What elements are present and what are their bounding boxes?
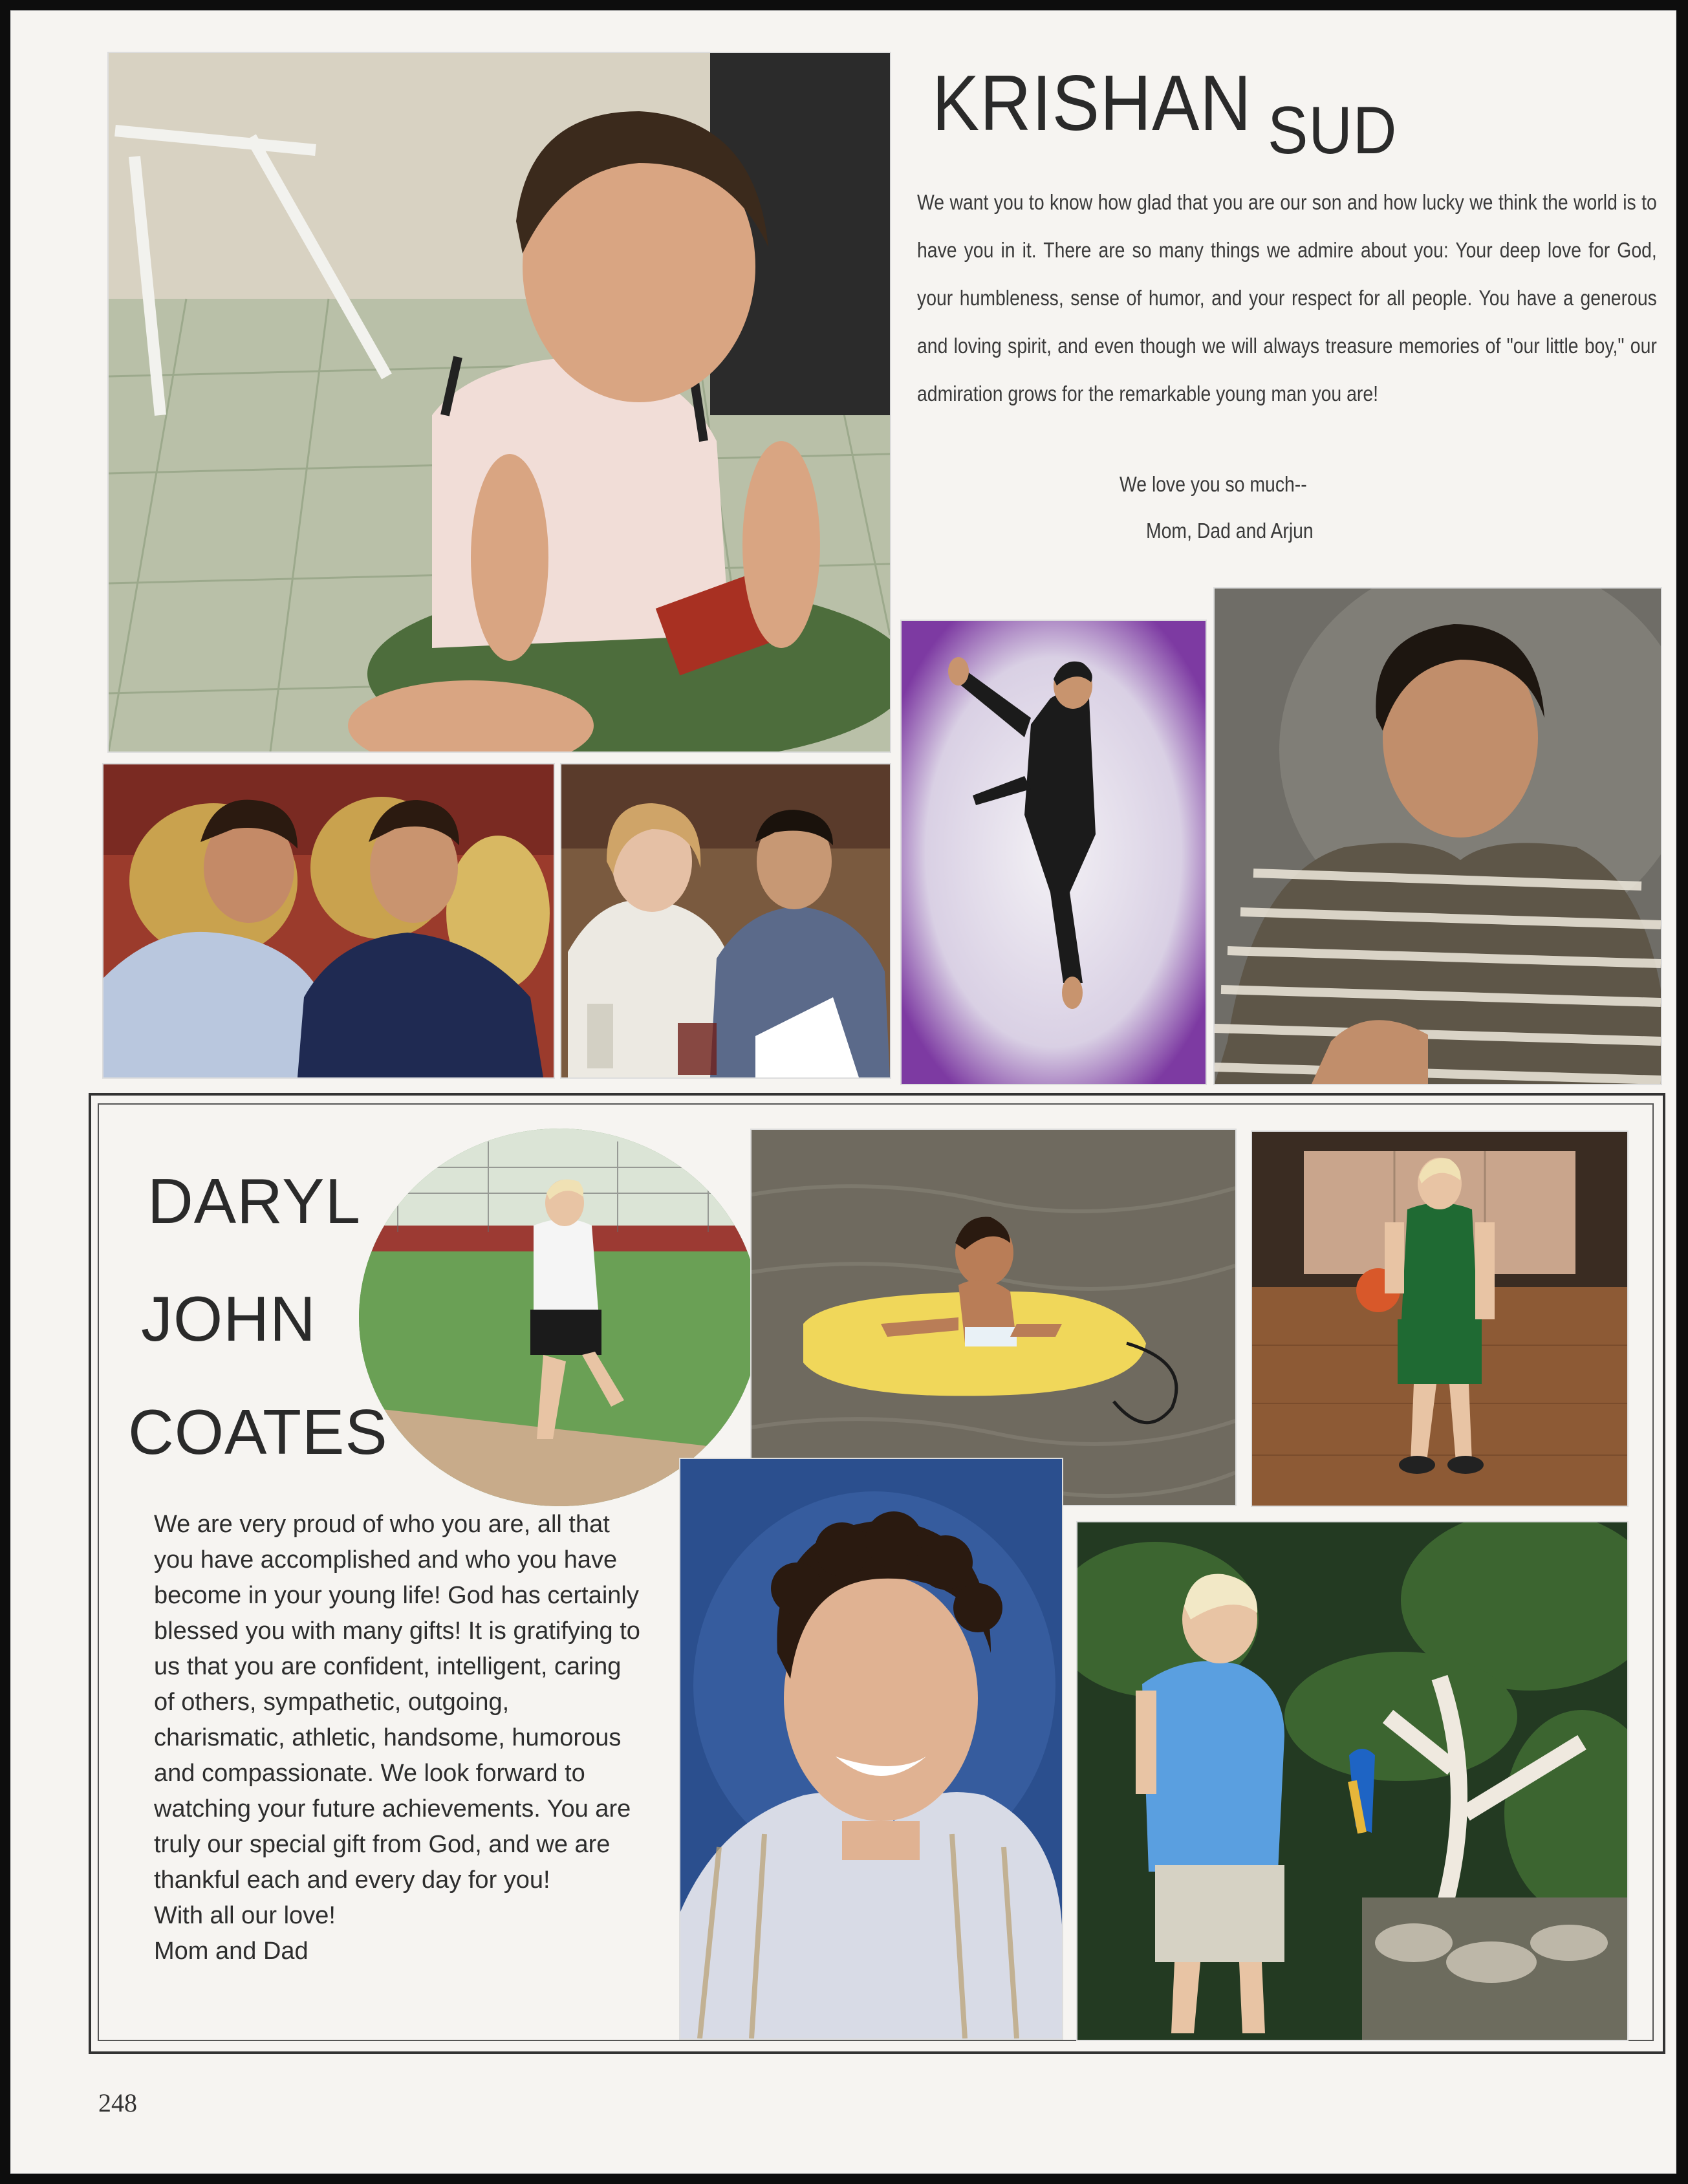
letter-daryl-body: We are very proud of who you are, all that you have accomplished and who you have become in your young life! God has certainly blessed you with many gifts! It is gratifying to us that you are confident, intelligent, caring of others, sympathetic, outgoing, charismatic, athletic, handsome, humorous and compassionate. We look forward to watching your future achievements. You are truly our special gift from God, and we are thankful each and every day for you! [154, 1511, 640, 1894]
photo-parents [560, 763, 891, 1079]
page-number: 248 [98, 2088, 137, 2117]
name-last-sud: SUD [1268, 93, 1398, 168]
letter-krishan-body: We want you to know how glad that you are our son and how lucky we think the world is to have you in it. There are so many things we admire about you: Your deep love for God, your humbleness, sense of humor, and your respect for all people. You have a generous and loving spirit, and even though we will always treasure memories of "our little boy," our admiration grows for the remarkable young man you are! [917, 190, 1657, 405]
photo-two-boys [102, 763, 555, 1079]
signature-krishan: Mom, Dad and Arjun [1146, 519, 1314, 543]
closing-krishan: We love you so much-- [1120, 472, 1307, 496]
closing-daryl: With all our love! [154, 1902, 336, 1929]
photo-martial-arts [900, 620, 1207, 1085]
photo-toddler [107, 52, 891, 753]
photo-running-circle [359, 1129, 760, 1506]
letter-krishan [917, 178, 1657, 418]
name-line-coates: COATES [128, 1396, 388, 1467]
photo-teen-portrait [1213, 587, 1662, 1085]
photo-basketball [1251, 1130, 1628, 1507]
signature-daryl: Mom and Dad [154, 1938, 308, 1965]
photo-boy-parrot [1076, 1521, 1628, 2041]
photo-baby-bodyboard [750, 1129, 1237, 1506]
name-first-krishan: KRISHAN [932, 59, 1252, 147]
name-line-daryl: DARYL [147, 1165, 362, 1237]
letter-daryl [154, 1507, 645, 1969]
name-line-john: JOHN [141, 1283, 316, 1354]
photo-senior-portrait [679, 1458, 1063, 2040]
